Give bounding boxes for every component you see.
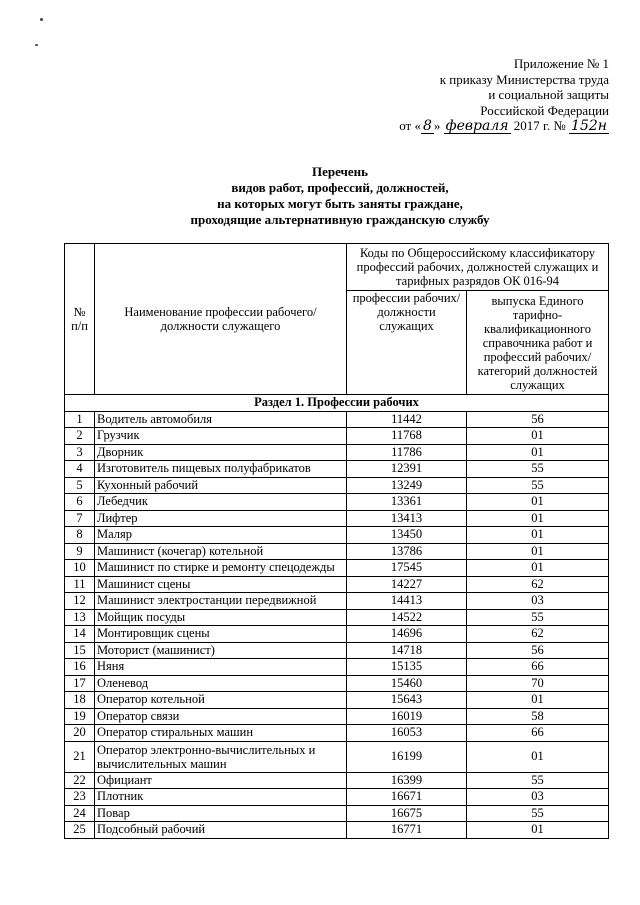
row-issue: 01 <box>467 692 609 709</box>
row-issue: 01 <box>467 527 609 544</box>
table-row <box>65 659 609 676</box>
row-name: Машинист электростанции передвижной <box>95 593 347 610</box>
row-code: 11786 <box>347 444 467 461</box>
table-row <box>65 789 609 806</box>
header-code-profession: профессии рабочих/должности служащих <box>347 291 467 395</box>
row-issue: 01 <box>467 444 609 461</box>
header-number: № п/п <box>65 244 95 395</box>
table-row <box>65 692 609 709</box>
row-issue: 01 <box>467 543 609 560</box>
row-issue: 58 <box>467 708 609 725</box>
row-issue: 55 <box>467 772 609 789</box>
row-number: 14 <box>65 626 95 643</box>
row-name: Оператор электронно-вычислительных и вычислительных машин <box>95 741 347 772</box>
table-row <box>65 444 609 461</box>
table-row <box>65 805 609 822</box>
row-number: 18 <box>65 692 95 709</box>
row-number: 15 <box>65 642 95 659</box>
row-number: 13 <box>65 609 95 626</box>
row-issue: 62 <box>467 626 609 643</box>
row-name: Машинист (кочегар) котельной <box>95 543 347 560</box>
row-issue: 03 <box>467 789 609 806</box>
section-title: Раздел 1. Профессии рабочих <box>65 395 609 412</box>
row-number: 11 <box>65 576 95 593</box>
title-line: видов работ, профессий, должностей, <box>231 180 449 195</box>
row-issue: 01 <box>467 822 609 839</box>
row-name: Оператор котельной <box>95 692 347 709</box>
row-code: 14522 <box>347 609 467 626</box>
row-name: Дворник <box>95 444 347 461</box>
table-row <box>65 510 609 527</box>
row-issue: 55 <box>467 805 609 822</box>
row-name: Моторист (машинист) <box>95 642 347 659</box>
date-prefix: от « <box>399 118 421 133</box>
row-issue: 01 <box>467 510 609 527</box>
row-number: 20 <box>65 725 95 742</box>
row-code: 11442 <box>347 411 467 428</box>
row-name: Кухонный рабочий <box>95 477 347 494</box>
row-name: Плотник <box>95 789 347 806</box>
row-code: 15460 <box>347 675 467 692</box>
appendix-line: Российской Федерации <box>480 102 609 118</box>
table-row <box>65 527 609 544</box>
table-row <box>65 741 609 772</box>
appendix-line: к приказу Министерства труда <box>439 71 609 87</box>
row-name: Лифтер <box>95 510 347 527</box>
row-issue: 56 <box>467 411 609 428</box>
row-issue: 01 <box>467 741 609 772</box>
order-date-line <box>395 118 609 134</box>
row-number: 4 <box>65 461 95 478</box>
row-code: 13361 <box>347 494 467 511</box>
table-row <box>65 543 609 560</box>
row-number: 24 <box>65 805 95 822</box>
professions-table <box>64 243 609 839</box>
row-code: 16399 <box>347 772 467 789</box>
table-row <box>65 708 609 725</box>
row-number: 5 <box>65 477 95 494</box>
table-row <box>65 675 609 692</box>
row-code: 14696 <box>347 626 467 643</box>
document-title <box>60 164 620 228</box>
table-row <box>65 822 609 839</box>
row-code: 14227 <box>347 576 467 593</box>
row-name: Повар <box>95 805 347 822</box>
row-issue: 62 <box>467 576 609 593</box>
row-number: 22 <box>65 772 95 789</box>
table-row <box>65 560 609 577</box>
order-number: 152н <box>571 118 607 134</box>
row-number: 3 <box>65 444 95 461</box>
row-name: Маляр <box>95 527 347 544</box>
row-code: 11768 <box>347 428 467 445</box>
row-name: Машинист сцены <box>95 576 347 593</box>
row-number: 12 <box>65 593 95 610</box>
row-code: 15135 <box>347 659 467 676</box>
header-code-etks: выпуска Единого тарифно-квалификационного справочника работ и профессий рабочих/категорий должностей служащих <box>467 291 609 395</box>
row-code: 16671 <box>347 789 467 806</box>
header-codes: Коды по Общероссийскому классификатору профессий рабочих, должностей служащих и тарифных разрядов ОК 016-94 <box>347 244 609 291</box>
date-month: февраля <box>445 118 509 134</box>
row-number: 2 <box>65 428 95 445</box>
appendix-line: и социальной защиты <box>488 87 609 102</box>
table-row <box>65 411 609 428</box>
number-label: № <box>553 118 566 133</box>
row-issue: 01 <box>467 560 609 577</box>
row-code: 16053 <box>347 725 467 742</box>
row-number: 21 <box>65 741 95 772</box>
scan-speck <box>35 44 38 46</box>
row-issue: 70 <box>467 675 609 692</box>
title-line: Перечень <box>311 164 369 179</box>
row-name: Лебедчик <box>95 494 347 511</box>
row-name: Мойщик посуды <box>95 609 347 626</box>
row-number: 10 <box>65 560 95 577</box>
appendix-line: Приложение № 1 <box>513 56 609 71</box>
date-year: 2017 г. <box>513 118 551 133</box>
row-code: 17545 <box>347 560 467 577</box>
row-name: Оператор связи <box>95 708 347 725</box>
date-day: 8 <box>422 118 432 134</box>
row-name: Официант <box>95 772 347 789</box>
row-issue: 03 <box>467 593 609 610</box>
row-name: Изготовитель пищевых полуфабрикатов <box>95 461 347 478</box>
row-issue: 01 <box>467 428 609 445</box>
row-issue: 55 <box>467 461 609 478</box>
row-code: 16019 <box>347 708 467 725</box>
row-number: 8 <box>65 527 95 544</box>
row-name: Машинист по стирке и ремонту спецодежды <box>95 560 347 577</box>
scan-speck <box>40 18 43 21</box>
row-name: Подсобный рабочий <box>95 822 347 839</box>
header-name: Наименование профессии рабочего/должности служащего <box>95 244 347 395</box>
row-number: 1 <box>65 411 95 428</box>
table-row <box>65 494 609 511</box>
row-code: 15643 <box>347 692 467 709</box>
row-issue: 66 <box>467 725 609 742</box>
title-line: проходящие альтернативную гражданскую службу <box>190 212 490 227</box>
row-number: 16 <box>65 659 95 676</box>
table-row <box>65 428 609 445</box>
row-name: Оленевод <box>95 675 347 692</box>
row-code: 16199 <box>347 741 467 772</box>
section-row <box>65 395 609 412</box>
table-row <box>65 642 609 659</box>
table-row <box>65 593 609 610</box>
table-row <box>65 626 609 643</box>
row-code: 12391 <box>347 461 467 478</box>
table-row <box>65 725 609 742</box>
row-name: Монтировщик сцены <box>95 626 347 643</box>
row-code: 13249 <box>347 477 467 494</box>
appendix-header <box>395 56 609 134</box>
row-name: Водитель автомобиля <box>95 411 347 428</box>
row-code: 14413 <box>347 593 467 610</box>
row-number: 19 <box>65 708 95 725</box>
row-code: 13413 <box>347 510 467 527</box>
row-issue: 66 <box>467 659 609 676</box>
row-code: 16675 <box>347 805 467 822</box>
row-number: 25 <box>65 822 95 839</box>
row-name: Оператор стиральных машин <box>95 725 347 742</box>
table-row <box>65 576 609 593</box>
row-name: Грузчик <box>95 428 347 445</box>
table-row <box>65 461 609 478</box>
row-issue: 55 <box>467 609 609 626</box>
row-code: 14718 <box>347 642 467 659</box>
row-code: 13786 <box>347 543 467 560</box>
row-number: 6 <box>65 494 95 511</box>
row-number: 9 <box>65 543 95 560</box>
table-row <box>65 477 609 494</box>
row-name: Няня <box>95 659 347 676</box>
table-row <box>65 772 609 789</box>
row-number: 7 <box>65 510 95 527</box>
date-mid: » <box>433 118 441 133</box>
row-issue: 56 <box>467 642 609 659</box>
row-number: 23 <box>65 789 95 806</box>
row-issue: 55 <box>467 477 609 494</box>
row-number: 17 <box>65 675 95 692</box>
title-line: на которых могут быть заняты граждане, <box>217 196 463 211</box>
row-code: 13450 <box>347 527 467 544</box>
row-code: 16771 <box>347 822 467 839</box>
row-issue: 01 <box>467 494 609 511</box>
table-row <box>65 609 609 626</box>
